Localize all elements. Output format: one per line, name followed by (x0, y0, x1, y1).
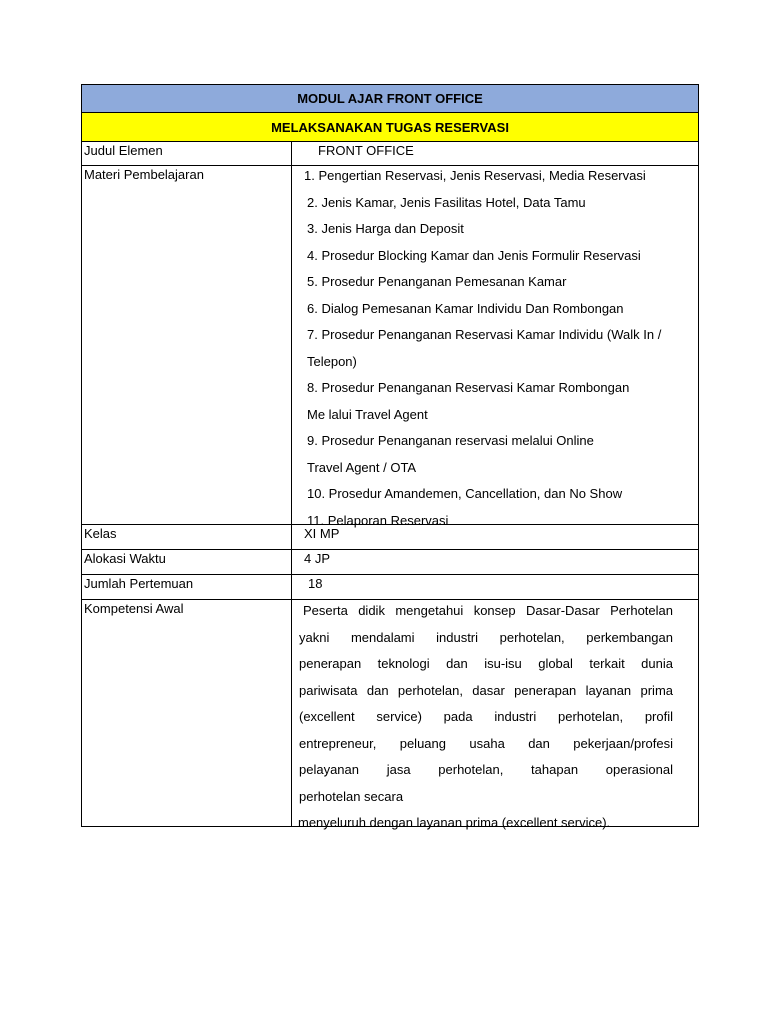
jumlah-label: Jumlah Pertemuan (82, 575, 292, 599)
judul-label: Judul Elemen (82, 142, 292, 165)
paragraph-line: perhotelan secara (299, 788, 404, 804)
list-item: 10. Prosedur Amandemen, Cancellation, dan No Show (307, 486, 623, 501)
materi-label: Materi Pembelajaran (82, 166, 292, 524)
list-item: Travel Agent / OTA (307, 459, 417, 475)
paragraph-line: menyeluruh dengan layanan prima (excellent service). (298, 815, 611, 830)
alokasi-value: 4 JP (304, 551, 331, 566)
paragraph-line: (excellent service) pada industri perhotelan, profil (299, 709, 673, 724)
list-item: 1. Pengertian Reservasi, Jenis Reservasi, Media Reservasi (304, 168, 646, 183)
paragraph-line: pelayanan jasa perhotelan, tahapan operasional (299, 762, 673, 777)
list-item: 5. Prosedur Penanganan Pemesanan Kamar (307, 274, 567, 289)
list-item: Telepon) (307, 353, 357, 369)
list-item: 8. Prosedur Penanganan Reservasi Kamar Rombongan (307, 380, 630, 395)
paragraph-line: yakni mendalami industri perhotelan, perkembangan (299, 629, 673, 645)
list-item: 3. Jenis Harga dan Deposit (307, 221, 464, 236)
paragraph-line: penerapan teknologi dan isu-isu global terkait dunia (299, 656, 673, 671)
kelas-value: XI MP (304, 526, 340, 541)
list-item: 6. Dialog Pemesanan Kamar Individu Dan Rombongan (307, 300, 624, 316)
jumlah-value: 18 (308, 576, 323, 591)
list-item: 2. Jenis Kamar, Jenis Fasilitas Hotel, Data Tamu (307, 194, 586, 210)
list-item: Me lalui Travel Agent (307, 406, 428, 422)
title-text: MODUL AJAR FRONT OFFICE (297, 91, 483, 106)
materi-list (304, 166, 690, 531)
row-kelas (82, 525, 698, 550)
kelas-label: Kelas (82, 525, 292, 549)
row-judul-elemen (82, 142, 698, 166)
subtitle-text: MELAKSANAKAN TUGAS RESERVASI (271, 119, 509, 135)
kompetensi-label: Kompetensi Awal (82, 600, 292, 826)
row-alokasi-waktu (82, 550, 698, 575)
list-item: 11. Pelaporan Reservasi (307, 512, 449, 528)
materi-value (292, 166, 698, 528)
row-kompetensi-awal (82, 600, 698, 830)
paragraph-line: pariwisata dan perhotelan, dasar penerapan layanan prima (299, 682, 673, 698)
list-item: 4. Prosedur Blocking Kamar dan Jenis Formulir Reservasi (307, 247, 641, 263)
paragraph-line: Peserta didik mengetahui konsep Dasar-Dasar Perhotelan (303, 603, 673, 618)
module-table (81, 84, 699, 830)
paragraph-line: entrepreneur, peluang usaha dan pekerjaan/profesi (299, 735, 673, 751)
row-materi-pembelajaran (82, 166, 698, 528)
alokasi-label: Alokasi Waktu (82, 550, 292, 574)
list-item: 9. Prosedur Penanganan reservasi melalui Online (307, 433, 594, 448)
judul-value: FRONT OFFICE (318, 143, 414, 158)
row-jumlah-pertemuan (82, 575, 698, 600)
kompetensi-value (292, 600, 698, 830)
table-title (82, 85, 698, 113)
table-subtitle (82, 113, 698, 142)
list-item: 7. Prosedur Penanganan Reservasi Kamar Individu (Walk In / (307, 327, 662, 342)
